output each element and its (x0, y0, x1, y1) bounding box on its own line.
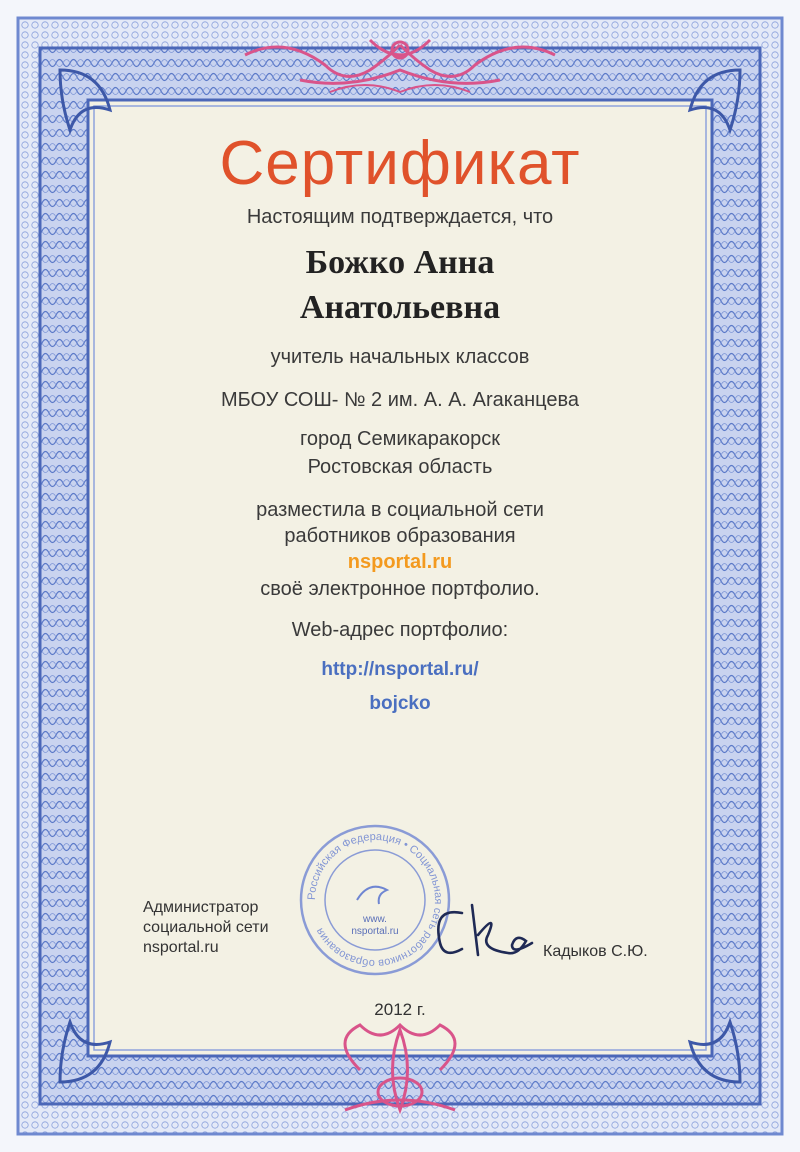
site-name: nsportal.ru (347, 551, 453, 573)
certificate-year: 2012 г. (374, 1000, 426, 1019)
admin-line1: Администратор (143, 899, 259, 916)
stamp-ring-text: Российская Федерация • Социальная сеть работников образования (305, 830, 445, 970)
recipient-name-line1: Божко Анна (305, 244, 495, 281)
stamp-center-site: nsportal.ru (351, 926, 399, 937)
handwritten-signature (430, 895, 550, 965)
administrator-block (143, 898, 269, 958)
admin-line2: социальной сети (143, 919, 269, 936)
recipient-city: город Семикаракорск (299, 428, 501, 450)
body-text-line3: своё электронное портфолио. (260, 578, 540, 600)
svg-text:Российская Федерация • Социаль (306, 831, 444, 969)
admin-line3: nsportal.ru (143, 939, 219, 956)
recipient-name-line2: Анатольевна (299, 289, 501, 326)
web-address-label: Web-адрес портфолио: (291, 619, 509, 641)
signer-name: Кадыков С.Ю. (543, 943, 648, 960)
body-text-line1: разместила в социальной сети (256, 499, 544, 521)
stamp-emblem-icon (357, 887, 387, 904)
portfolio-url-line1: http://nsportal.ru/ (321, 659, 479, 680)
body-text-line2: работников образования (284, 525, 516, 547)
recipient-school: МБОУ СОШ- № 2 им. А. А. Araканцева (220, 389, 580, 411)
portfolio-url-line2: bojcko (369, 693, 431, 714)
recipient-region: Ростовская область (307, 456, 493, 478)
certificate-title: Сертификат (219, 129, 581, 198)
intro-text: Настоящим подтверждается, что (246, 206, 554, 228)
recipient-position: учитель начальных классов (270, 346, 530, 368)
stamp-center-www: www. (363, 914, 387, 925)
